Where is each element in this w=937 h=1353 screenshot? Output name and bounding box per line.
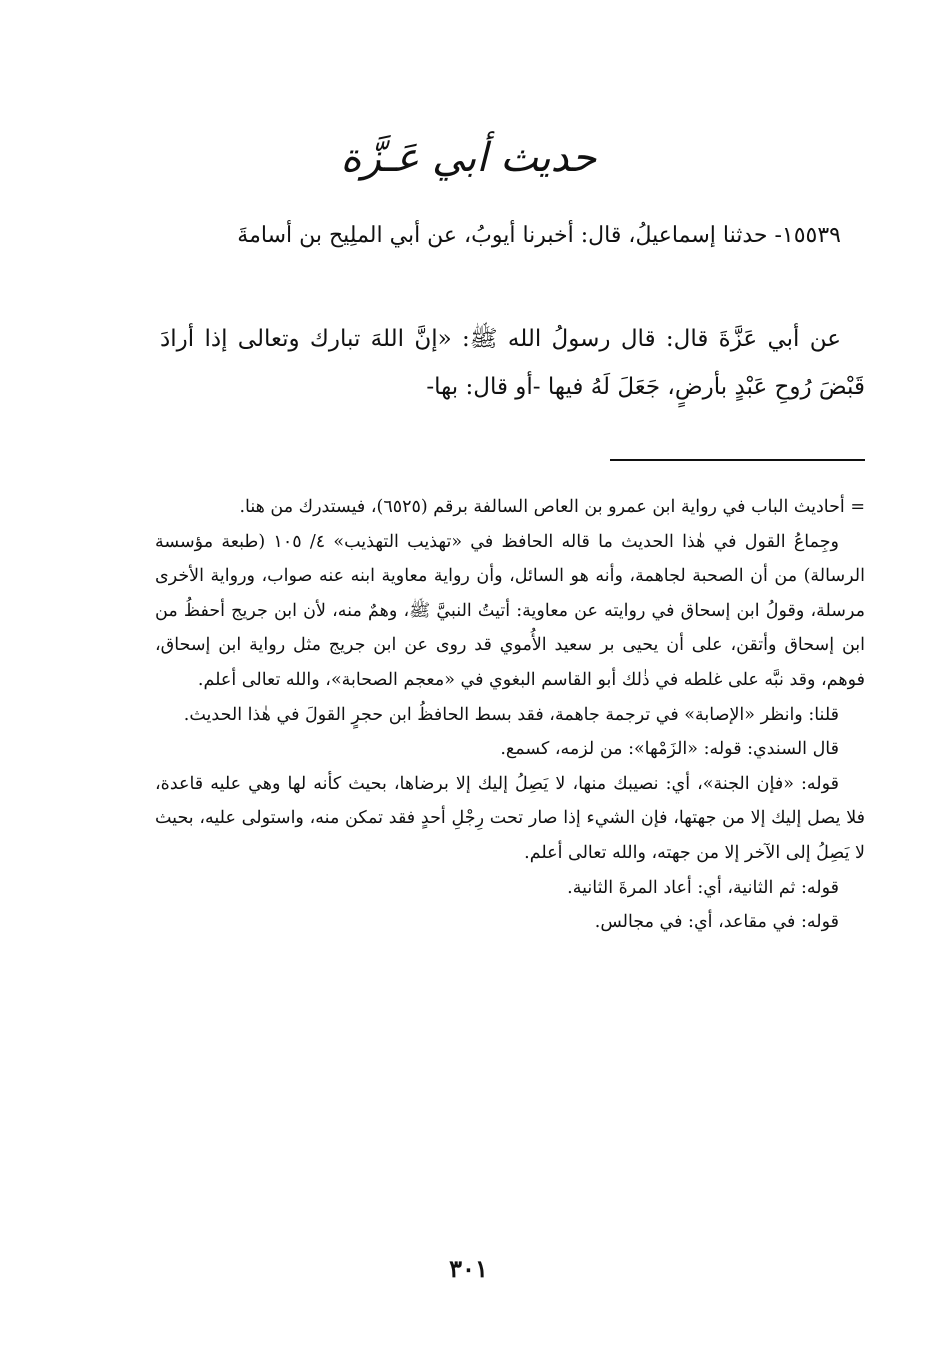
footnotes-section [155, 490, 865, 940]
footnote-paragraph: قلنا: وانظر «الإصابة» في ترجمة جاهمة، فقد بسط الحافظُ ابن حجرٍ القولَ في هٰذا الحديث. [183, 704, 839, 725]
footnote-paragraph: قوله: ثم الثانية، أي: أعاد المرةَ الثانية. [567, 877, 839, 898]
hadith-isnad-text: ١٥٥٣٩- حدثنا إسماعيلُ، قال: أخبرنا أيوبُ، عن أبي الملِيح بن أسامةَ [237, 223, 841, 248]
footnote-paragraph: قوله: «فإن الجنة»، أي: نصيبك منها، لا يَصِلُ إليك إلا برضاها، بحيث كأنه لها وهي عليه قاعدة، فلا يصل إليك إلا من جهتها، فإن الشيء إذا صار تحت رِجْلِ أحدٍ فقد تمكن منه، واستولى عليه، بحيث لا يَصِلُ إلى الآخر إلا من جهته، والله تعالى أعلم. [155, 773, 865, 863]
footnote-separator [610, 459, 865, 461]
footnote-paragraph: وجِماعُ القول في هٰذا الحديث ما قاله الحافظ في «تهذيب التهذيب» ٤/ ١٠٥ (طبعة مؤسسة الرسالة) من أن الصحبة لجاهمة، وأنه هو السائل، وأن رواية معاوية ابنه عنه صواب، ورواية الأخرى مرسلة، وقولُ ابن إسحاق في روايته عن معاوية: أتيتُ النبيَّ ﷺ، وهمٌ منه، لأن ابن جريج أحفظُ من ابن إسحاق وأتقن، على أن يحيى بر سعيد الأُموي قد روى عن ابن جريج مثل رواية ابن إسحاق، فوهم، وقد نبَّه على غلطه في ذٰلك أبو القاسم البغوي في «معجم الصحابة»، والله تعالى أعلم. [155, 531, 865, 690]
chapter-title: حديث أبي عَـزَّة [340, 135, 597, 181]
hadith-chain-paragraph [160, 216, 865, 256]
footnote-paragraph: قوله: في مقاعد، أي: في مجالس. [594, 912, 839, 933]
page-number: ٣٠١ [449, 1254, 488, 1283]
hadith-matn-paragraph [160, 315, 865, 411]
footnote-continuation: = أحاديث الباب في رواية ابن عمرو بن العاص السالفة برقم (٦٥٢٥)، فيستدرك من هنا. [239, 497, 865, 517]
footnote-paragraph: قال السندي: قوله: «الزَمْها»: من لزمه، كسمع. [500, 739, 839, 760]
hadith-matn-text: عن أبي عَزَّةَ قال: قال رسولُ الله ﷺ: «إنَّ اللهَ تبارك وتعالى إذا أرادَ قَبْضَ رُوحِ عَبْدٍ بأرضٍ، جَعَلَ لَهُ فيها -أو قال: بها- [160, 326, 865, 400]
